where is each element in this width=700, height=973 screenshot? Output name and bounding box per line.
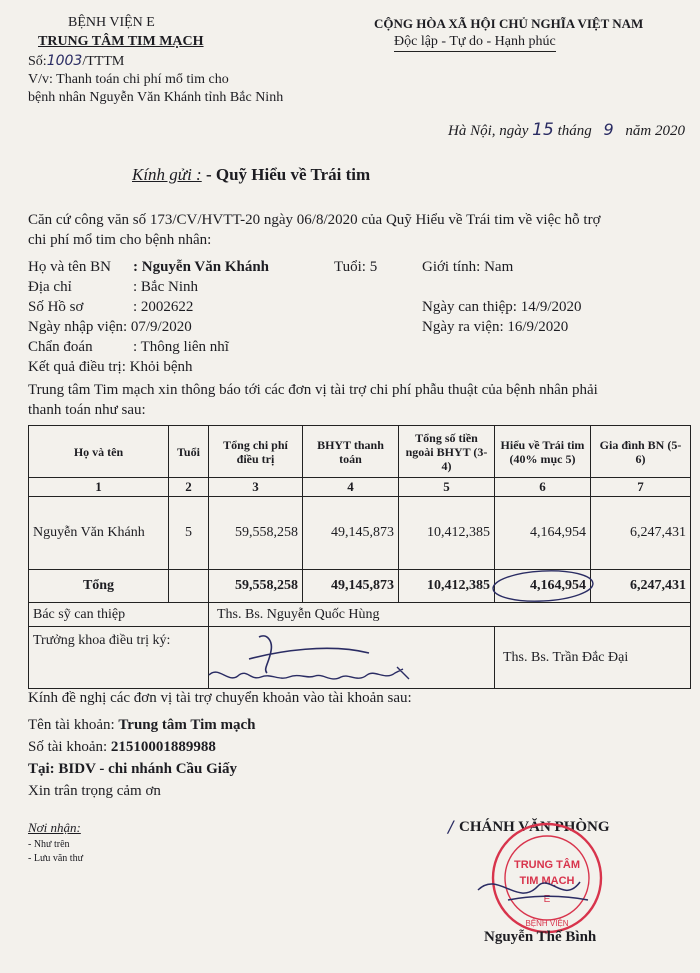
table-header-row — [29, 426, 691, 478]
recipients-title: Nơi nhận: — [28, 820, 81, 835]
nation-motto: Độc lập - Tự do - Hạnh phúc — [394, 34, 556, 52]
document-number-suffix: /TTTM — [82, 54, 125, 69]
index-cell: 1 — [29, 478, 169, 497]
patient-diagnosis-label: Chẩn đoán — [28, 339, 93, 355]
patient-discharge-date: Ngày ra viện: 16/9/2020 — [422, 319, 569, 335]
header-name: Họ và tên — [29, 426, 169, 478]
doctor-row — [29, 603, 691, 627]
patient-gender: Giới tính: Nam — [422, 259, 514, 275]
doctor-label: Bác sỹ can thiệp — [29, 603, 209, 627]
header-outside-insurance: Tổng số tiền ngoài BHYT (3-4) — [399, 426, 495, 478]
notice-line-2: thanh toán như sau: — [28, 402, 146, 418]
date-month: 9 — [603, 120, 614, 139]
table-index-row — [29, 478, 691, 497]
total-cost: 59,558,258 — [209, 570, 303, 603]
patient-admission-date: Ngày nhập viện: 07/9/2020 — [28, 319, 192, 335]
row-family-share: 6,247,431 — [591, 497, 691, 570]
header-total-cost: Tổng chi phí điều trị — [209, 426, 303, 478]
account-name-label: Tên tài khoản: — [28, 717, 115, 733]
stamp-text-middle: TIM MẠCH — [519, 875, 575, 887]
recipients-item: - Lưu văn thư — [28, 853, 83, 864]
total-age — [169, 570, 209, 603]
index-cell: 5 — [399, 478, 495, 497]
index-cell: 4 — [303, 478, 399, 497]
document-number-label: Số: — [28, 54, 47, 69]
signature-icon — [189, 629, 449, 689]
row-age: 5 — [169, 497, 209, 570]
intro-line-1: Căn cứ công văn số 173/CV/HVTT-20 ngày 06/8/2020 của Quỹ Hiểu về Trái tim về việc hỗ trợ — [28, 212, 601, 228]
patient-address-value: : Bắc Ninh — [133, 279, 198, 295]
doctor-value: Ths. Bs. Nguyễn Quốc Hùng — [209, 603, 691, 627]
recipients-item: - Như trên — [28, 839, 70, 850]
date-prefix: Hà Nội, ngày — [448, 123, 529, 139]
index-cell: 6 — [495, 478, 591, 497]
subject-line-1: V/v: Thanh toán chi phí mổ tim cho — [28, 72, 229, 87]
table-row — [29, 497, 691, 570]
table-total-row — [29, 570, 691, 603]
thanks: Xin trân trọng cảm ơn — [28, 783, 161, 799]
recipient — [132, 165, 370, 185]
header-family-share: Gia đình BN (5-6) — [591, 426, 691, 478]
transfer-request: Kính đề nghị các đơn vị tài trợ chuyển khoản vào tài khoản sau: — [28, 690, 412, 706]
document-number — [28, 53, 124, 70]
director-signature-icon — [468, 860, 608, 920]
stamp-text-bottom: BỆNH VIỆN — [525, 919, 569, 928]
nation-title: CỘNG HÒA XÃ HỘI CHỦ NGHĨA VIỆT NAM — [374, 16, 644, 31]
patient-record-value: : 2002622 — [133, 299, 194, 315]
notice-line-1: Trung tâm Tim mạch xin thông báo tới các đơn vị tài trợ chi phí phẫu thuật của bệnh nhân phải — [28, 382, 598, 398]
row-name: Nguyễn Văn Khánh — [29, 497, 169, 570]
stamp-text-top: TRUNG TÂM — [514, 859, 580, 871]
date-year: năm 2020 — [625, 123, 686, 139]
department-head-signature-cell — [209, 627, 495, 689]
index-cell: 2 — [169, 478, 209, 497]
date-month-label: tháng — [557, 123, 592, 139]
bank-label: Tại: — [28, 761, 55, 777]
intro-line-2: chi phí mổ tim cho bệnh nhân: — [28, 232, 212, 248]
index-cell: 7 — [591, 478, 691, 497]
department-head-row — [29, 627, 691, 689]
hospital-name: BỆNH VIỆN E — [68, 15, 155, 30]
payment-table — [28, 425, 691, 689]
patient-result: Kết quả điều trị: Khỏi bệnh — [28, 359, 193, 375]
row-insurance: 49,145,873 — [303, 497, 399, 570]
director-name: Nguyễn Thế Bình — [484, 929, 597, 945]
patient-age: Tuổi: 5 — [334, 259, 378, 275]
row-outside-insurance: 10,412,385 — [399, 497, 495, 570]
header-age: Tuổi — [169, 426, 209, 478]
total-fund-share — [495, 570, 591, 603]
signoff-mark-icon: / — [448, 817, 454, 836]
account-number-value: 21510001889988 — [110, 739, 216, 755]
account-number — [28, 739, 216, 756]
patient-surgery-date: Ngày can thiệp: 14/9/2020 — [422, 299, 582, 315]
bank — [28, 761, 237, 778]
date-day: 15 — [532, 120, 554, 140]
account-number-label: Số tài khoản: — [28, 739, 108, 755]
account-name-value: Trung tâm Tim mạch — [118, 717, 256, 733]
recipient-name: - Quỹ Hiểu về Trái tim — [205, 165, 371, 184]
bank-value: BIDV - chi nhánh Cầu Giấy — [58, 761, 237, 777]
department-head-label: Trưởng khoa điều trị ký: — [29, 627, 209, 689]
patient-diagnosis-value: : Thông liên nhĩ — [133, 339, 229, 355]
patient-record-label: Số Hồ sơ — [28, 299, 84, 315]
total-fund-share-value: 4,164,954 — [530, 578, 586, 593]
total-outside-insurance: 10,412,385 — [399, 570, 495, 603]
center-name: TRUNG TÂM TIM MẠCH — [38, 34, 204, 49]
total-family-share: 6,247,431 — [591, 570, 691, 603]
patient-name-label: Họ và tên BN — [28, 259, 111, 275]
recipient-label: Kính gửi : — [132, 165, 202, 184]
patient-name-value: : Nguyễn Văn Khánh — [133, 259, 270, 275]
subject-line-2: bệnh nhân Nguyễn Văn Khánh tỉnh Bắc Ninh — [28, 90, 284, 105]
total-insurance: 49,145,873 — [303, 570, 399, 603]
document-number-value: 1003 — [46, 53, 83, 69]
office-title: CHÁNH VĂN PHÒNG — [459, 819, 610, 835]
stamp-text-letter: E — [543, 894, 551, 905]
header-fund-share: Hiểu về Trái tim (40% mục 5) — [495, 426, 591, 478]
row-total-cost: 59,558,258 — [209, 497, 303, 570]
row-fund-share: 4,164,954 — [495, 497, 591, 570]
total-label: Tổng — [29, 570, 169, 603]
index-cell: 3 — [209, 478, 303, 497]
department-head-value: Ths. Bs. Trần Đắc Đại — [495, 627, 691, 689]
document-date — [448, 120, 685, 140]
patient-address-label: Địa chỉ — [28, 279, 72, 295]
header-insurance: BHYT thanh toán — [303, 426, 399, 478]
account-name — [28, 717, 256, 734]
